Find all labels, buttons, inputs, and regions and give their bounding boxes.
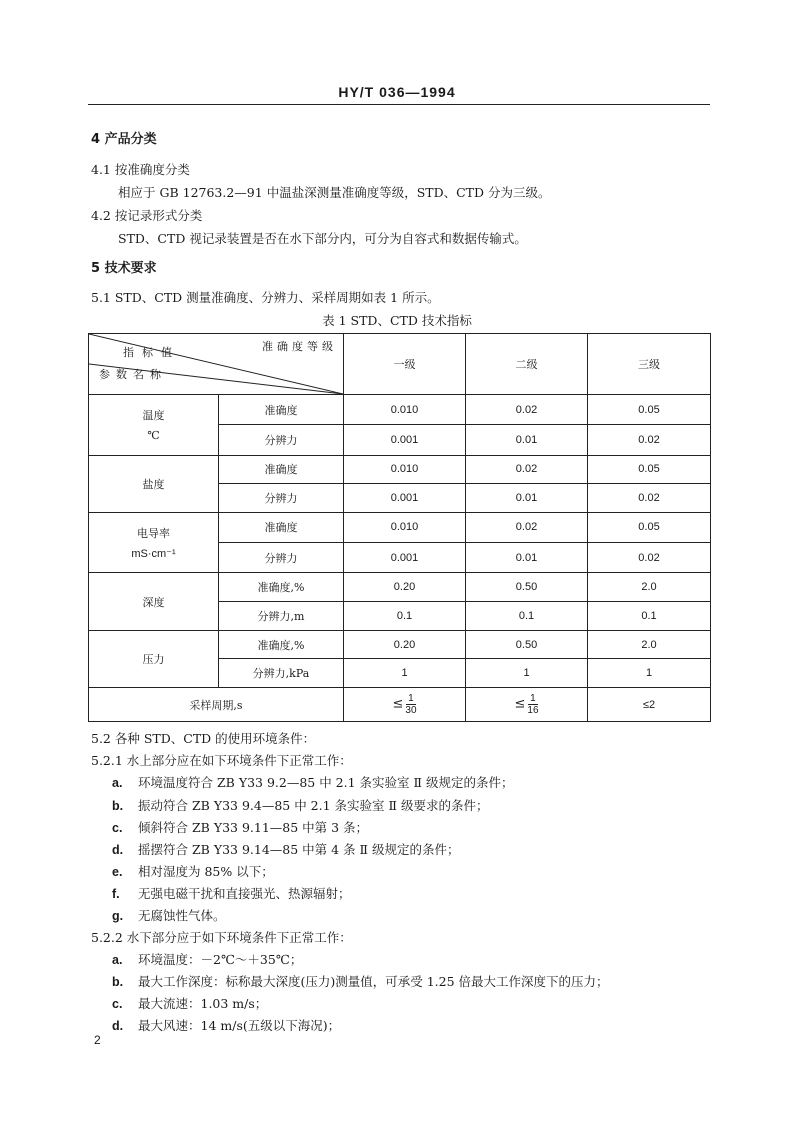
list-item: d. 最大风速：14 m/s(五级以下海况)； <box>112 1018 341 1033</box>
cell-value: 1 <box>344 659 466 688</box>
level-1-header: 一级 <box>344 334 466 395</box>
sampling-level-1 <box>344 688 466 722</box>
param-conductivity <box>89 512 219 573</box>
param-name: 压力 <box>142 652 165 666</box>
param-depth <box>89 573 219 630</box>
list-item: c. 最大流速：1.03 m/s； <box>112 996 268 1011</box>
le-symbol: ≤ <box>514 696 526 712</box>
cell-value: 0.02 <box>588 543 711 573</box>
cell-value: 0.02 <box>466 512 588 542</box>
cell-value: 0.010 <box>344 395 466 425</box>
param-name: 深度 <box>142 595 165 609</box>
cell-value: 2.0 <box>588 630 711 659</box>
cell-value: 0.001 <box>344 425 466 455</box>
header-param-label: 参数名称 <box>99 368 167 381</box>
cell-value: 0.001 <box>344 543 466 573</box>
row-label: 准确度,% <box>219 573 344 602</box>
sampling-level-2 <box>466 688 588 722</box>
cell-value: 0.20 <box>344 573 466 602</box>
row-label: 分辨力 <box>219 425 344 455</box>
cell-value: 0.1 <box>588 602 711 631</box>
spec-table <box>88 333 711 722</box>
list-item: f. 无强电磁干扰和直接强光、热源辐射； <box>112 886 351 901</box>
fraction-numerator: 1 <box>530 693 536 704</box>
section-5-2-2-heading: 5.2.2 水下部分应于如下环境条件下正常工作： <box>91 930 352 945</box>
cell-value: 1 <box>466 659 588 688</box>
section-4-2-heading: 4.2 按记录形式分类 <box>91 208 203 223</box>
param-unit: mS·cm⁻¹ <box>131 548 176 561</box>
cell-value: 0.05 <box>588 512 711 542</box>
cell-value: 0.02 <box>588 484 711 513</box>
list-item: g. 无腐蚀性气体。 <box>112 908 226 923</box>
sampling-period-label: 采样周期,s <box>89 688 344 722</box>
header-rule <box>88 104 710 105</box>
header-grade-label: 准确度等级 <box>262 340 337 353</box>
cell-value: 2.0 <box>588 573 711 602</box>
table-caption: 表 1 STD、CTD 技术指标 <box>322 313 472 328</box>
page-number: 2 <box>94 1033 101 1047</box>
cell-value: 0.1 <box>344 602 466 631</box>
le-symbol: ≤ <box>392 696 404 712</box>
row-label: 准确度 <box>219 395 344 425</box>
cell-value: 0.20 <box>344 630 466 659</box>
fraction-denominator: 16 <box>527 705 539 716</box>
row-label: 准确度,% <box>219 630 344 659</box>
list-item: b. 振动符合 ZB Y33 9.4—85 中 2.1 条实验室 Ⅱ 级要求的条件； <box>112 798 489 813</box>
row-label: 准确度 <box>219 512 344 542</box>
cell-value: 0.01 <box>466 484 588 513</box>
document-code: HY/T 036—1994 <box>338 84 456 100</box>
list-item: a. 环境温度符合 ZB Y33 9.2—85 中 2.1 条实验室 Ⅱ 级规定的条件； <box>112 775 514 790</box>
cell-value: 0.1 <box>466 602 588 631</box>
list-item: c. 倾斜符合 ZB Y33 9.11—85 中第 3 条； <box>112 820 369 835</box>
cell-value: 0.02 <box>466 395 588 425</box>
fraction <box>405 693 416 716</box>
cell-value: 0.02 <box>588 425 711 455</box>
cell-value: 0.010 <box>344 455 466 484</box>
param-name: 温度 <box>142 409 165 423</box>
row-label: 分辨力 <box>219 484 344 513</box>
cell-value: 0.50 <box>466 630 588 659</box>
cell-value: 0.02 <box>466 455 588 484</box>
param-name: 电导率 <box>137 527 170 541</box>
param-salinity <box>89 455 219 512</box>
list-item: b. 最大工作深度：标称最大深度(压力)测量值，可承受 1.25 倍最大工作深度下的压力； <box>112 974 609 989</box>
list-item: a. 环境温度：－2℃～＋35℃； <box>112 952 303 967</box>
param-temperature <box>89 395 219 456</box>
level-3-header: 三级 <box>588 334 711 395</box>
sampling-level-3: ≤2 <box>588 688 711 722</box>
cell-value: 0.01 <box>466 543 588 573</box>
param-pressure <box>89 630 219 687</box>
header-value-label: 指标值 <box>123 346 180 359</box>
row-label: 分辨力,m <box>219 602 344 631</box>
list-item: d. 摇摆符合 ZB Y33 9.14—85 中第 4 条 Ⅱ 级规定的条件； <box>112 842 460 857</box>
cell-value: 1 <box>588 659 711 688</box>
fraction <box>527 693 538 716</box>
fraction-numerator: 1 <box>408 693 414 704</box>
cell-value: 0.010 <box>344 512 466 542</box>
cell-value: 0.01 <box>466 425 588 455</box>
row-label: 分辨力 <box>219 543 344 573</box>
section-4-1-body: 相应于 GB 12763.2—91 中温盐深测量准确度等级，STD、CTD 分为三级。 <box>118 185 551 200</box>
section-5-2-heading: 5.2 各种 STD、CTD 的使用环境条件： <box>91 731 316 746</box>
fraction-denominator: 30 <box>405 705 417 716</box>
section-4-heading: 4 产品分类 <box>91 132 157 147</box>
param-name: 盐度 <box>142 477 165 491</box>
cell-value: 0.001 <box>344 484 466 513</box>
row-label: 分辨力,kPa <box>219 659 344 688</box>
cell-value: 0.05 <box>588 395 711 425</box>
section-5-1: 5.1 STD、CTD 测量准确度、分辨力、采样周期如表 1 所示。 <box>91 290 440 305</box>
param-unit: ℃ <box>147 429 160 443</box>
cell-value: 0.05 <box>588 455 711 484</box>
row-label: 准确度 <box>219 455 344 484</box>
level-2-header: 二级 <box>466 334 588 395</box>
section-4-1-heading: 4.1 按准确度分类 <box>91 162 190 177</box>
section-5-2-1-heading: 5.2.1 水上部分应在如下环境条件下正常工作： <box>91 753 352 768</box>
cell-value: 0.50 <box>466 573 588 602</box>
list-item: e. 相对湿度为 85% 以下； <box>112 864 274 879</box>
section-4-2-body: STD、CTD 视记录装置是否在水下部分内，可分为自容式和数据传输式。 <box>118 231 527 246</box>
table-diagonal-header <box>89 334 344 395</box>
section-5-heading: 5 技术要求 <box>91 261 157 276</box>
